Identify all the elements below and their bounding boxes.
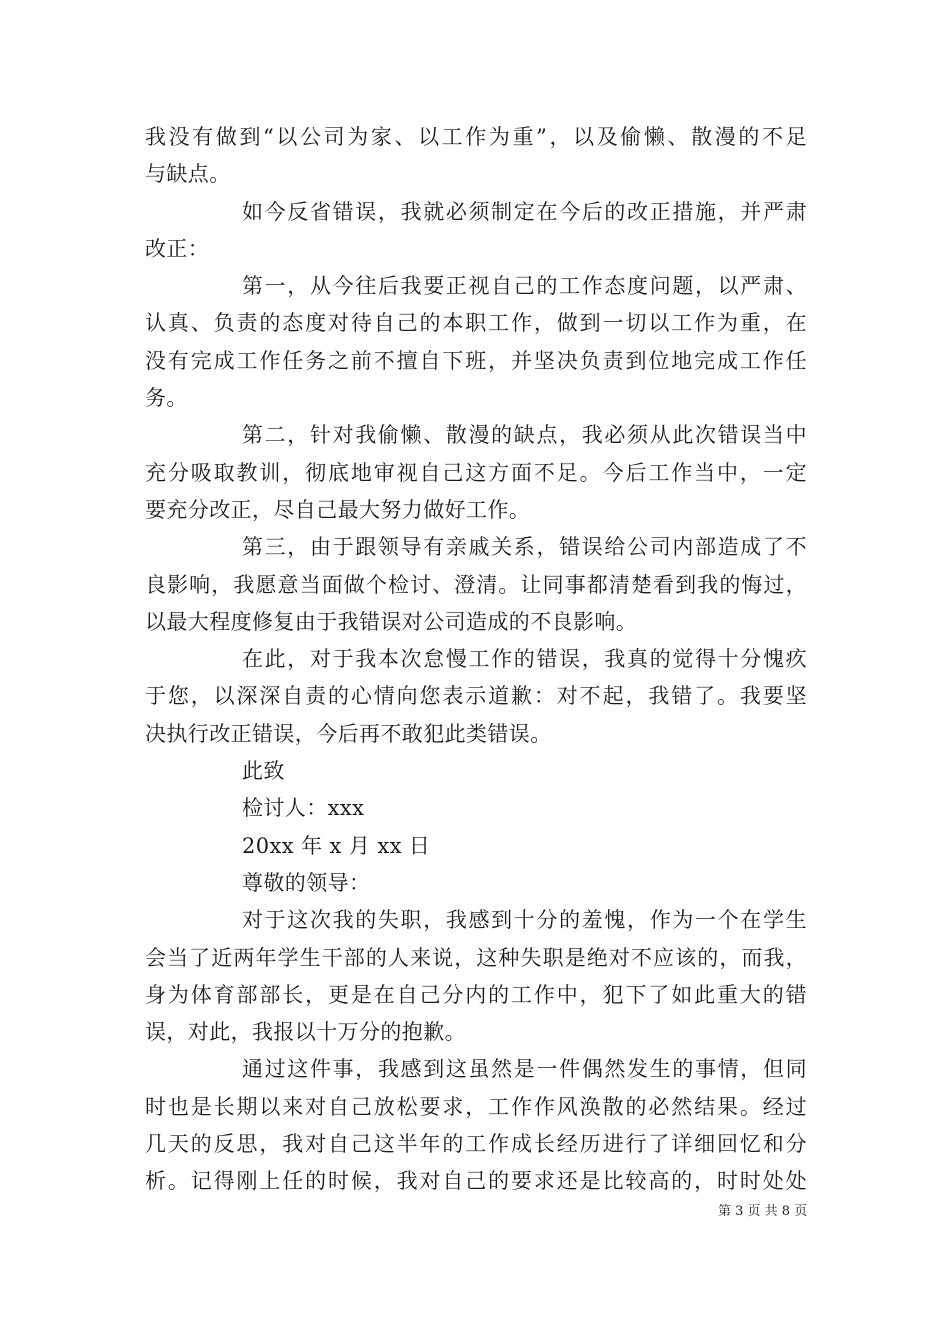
body-text	[145, 119, 807, 1201]
signature-line: 检讨人：xxx	[242, 796, 365, 821]
text-line: 要充分改正，尽自己最大努力做好工作。	[145, 497, 531, 522]
page-number-footer: 第 3 页 共 8 页	[718, 1204, 808, 1219]
text-line: 没有完成工作任务之前不擅自下班，并坚决负责到位地完成工作任	[145, 348, 807, 373]
paragraph-start: 第一，从今往后我要正视自己的工作态度问题，以严肃、	[242, 274, 807, 299]
text-line: 误，对此，我报以十万分的抱歉。	[145, 1020, 466, 1045]
text-line: 认真、负责的态度对待自己的本职工作，做到一切以工作为重，在	[145, 311, 807, 336]
text-line: 我没有做到“以公司为家、以工作为重”，以及偷懒、散漫的不足	[145, 125, 807, 149]
paragraph-start: 对于这次我的失职，我感到十分的羞愧，作为一个在学生	[242, 908, 807, 933]
text-line: 以最大程度修复由于我错误对公司造成的不良影响。	[145, 609, 638, 634]
text-line: 与缺点。	[145, 162, 231, 187]
text-line: 时也是长期以来对自己放松要求，工作作风涣散的必然结果。经过	[145, 1094, 807, 1119]
text-line: 决执行改正错误，今后再不敢犯此类错误。	[145, 721, 552, 746]
text-line: 身为体育部部长，更是在自己分内的工作中，犯下了如此重大的错	[145, 982, 807, 1007]
closing-line: 此致	[242, 759, 285, 784]
text-line: 良影响，我愿意当面做个检讨、澄清。让同事都清楚看到我的悔过，	[145, 572, 807, 597]
date-line: 20xx 年 x 月 xx 日	[242, 833, 431, 858]
text-line: 充分吸取教训，彻底地审视自己这方面不足。今后工作当中，一定	[145, 460, 807, 485]
paragraph-start: 在此，对于我本次怠慢工作的错误，我真的觉得十分愧疚	[242, 647, 807, 672]
paragraph-start: 如今反省错误，我就必须制定在今后的改正措施，并严肃	[242, 199, 807, 224]
text-line: 于您，以深深自责的心情向您表示道歉：对不起，我错了。我要坚	[145, 684, 807, 709]
text-line: 改正：	[145, 236, 210, 261]
salutation-line: 尊敬的领导：	[242, 870, 371, 895]
text-line: 务。	[145, 386, 188, 411]
paragraph-start: 第二，针对我偷懒、散漫的缺点，我必须从此次错误当中	[242, 423, 807, 448]
paragraph-start: 第三，由于跟领导有亲戚关系，错误给公司内部造成了不	[242, 535, 807, 560]
text-line: 几天的反思，我对自己这半年的工作成长经历进行了详细回忆和分	[145, 1132, 807, 1157]
text-line: 会当了近两年学生干部的人来说，这种失职是绝对不应该的，而我，	[145, 945, 807, 970]
paragraph-start: 通过这件事，我感到这虽然是一件偶然发生的事情，但同	[242, 1057, 807, 1082]
text-line: 析。记得刚上任的时候，我对自己的要求还是比较高的，时时处处	[145, 1169, 807, 1194]
